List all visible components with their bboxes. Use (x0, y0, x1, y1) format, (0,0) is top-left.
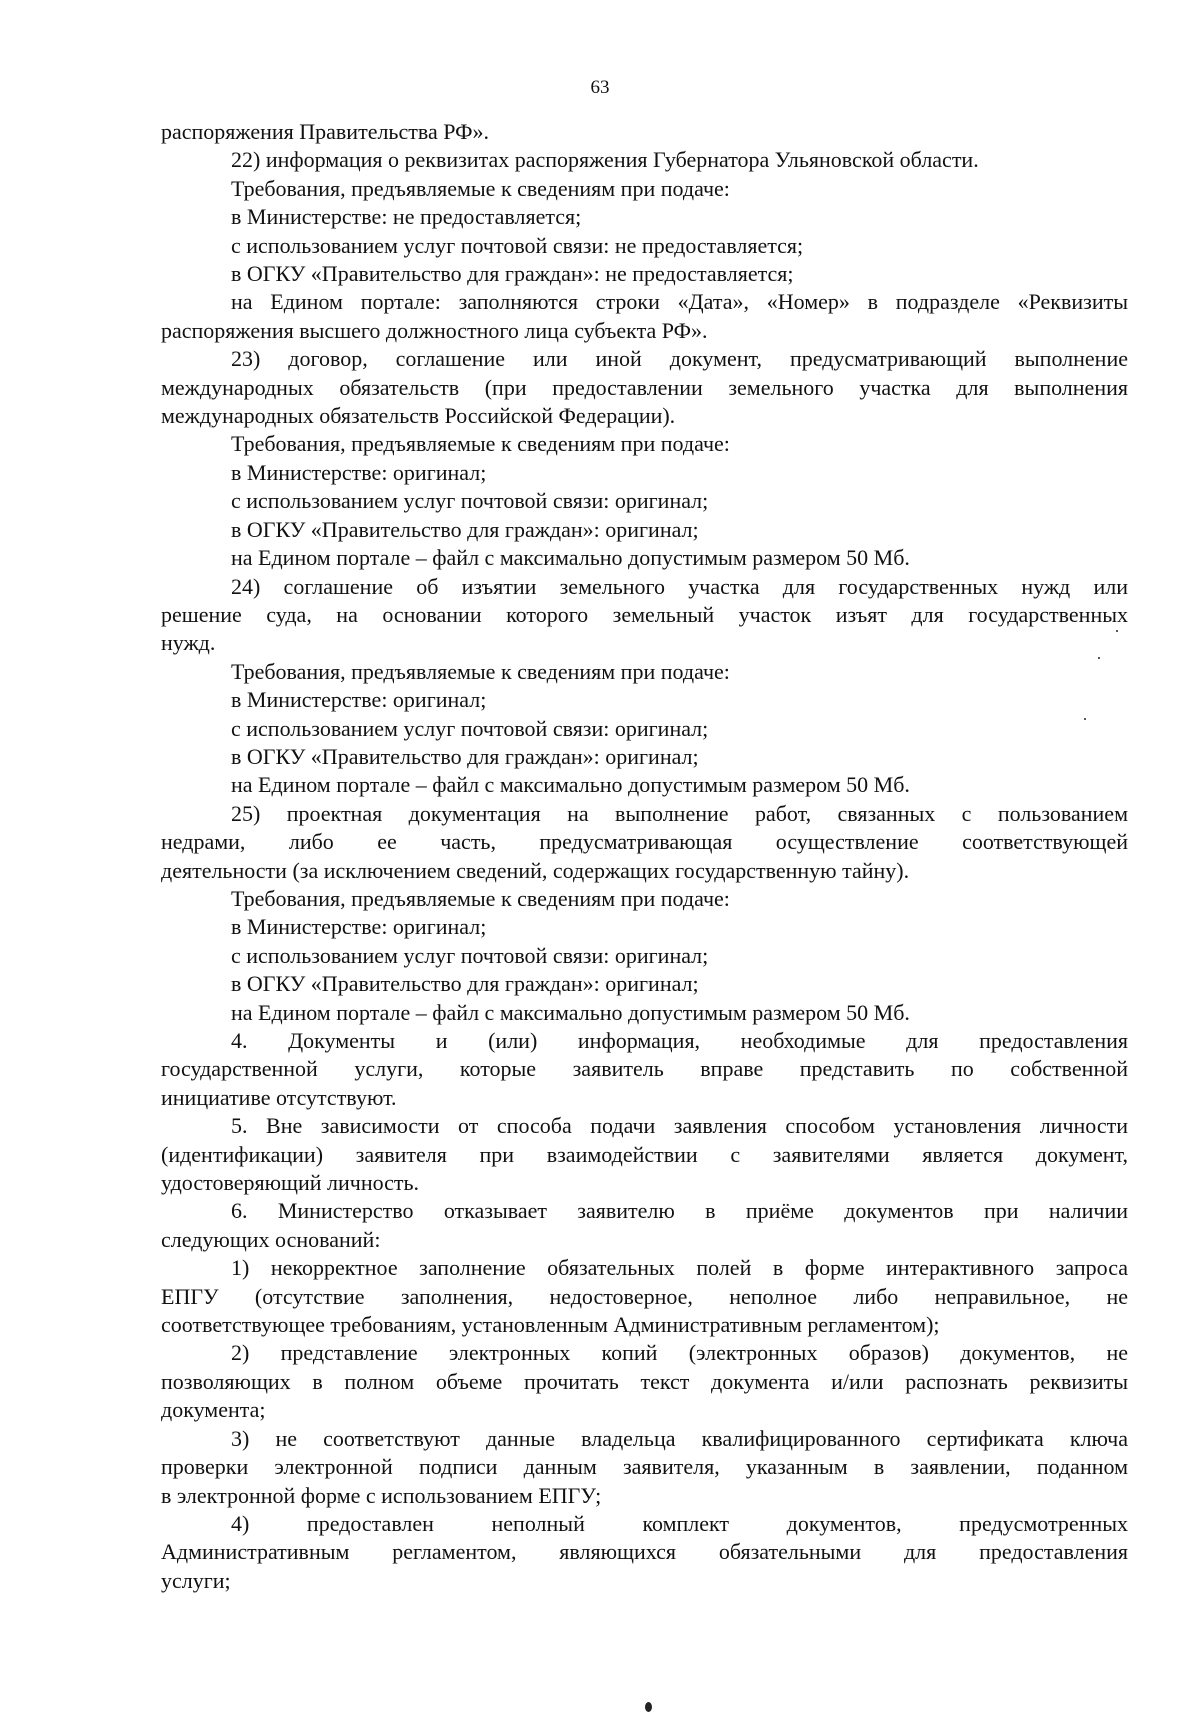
page-number: 63 (590, 77, 610, 98)
text-line: в Министерстве: оригинал; (231, 459, 487, 485)
text-line: с использованием услуг почтовой связи: оригинал; (231, 488, 709, 514)
text-line: 5. Вне зависимости от способа подачи заявления способом установления личности (231, 1113, 1128, 1139)
text-line: нужд. (161, 630, 216, 656)
text-line: в Министерстве: оригинал; (231, 914, 487, 940)
text-line: документа; (161, 1397, 266, 1423)
scan-speck (645, 1702, 652, 1712)
text-line: 4) предоставлен неполный комплект документов, предусмотренных (231, 1510, 1128, 1536)
text-line: следующих оснований: (161, 1226, 381, 1252)
text-line: 6. Министерство отказывает заявителю в приёме документов при наличии (231, 1198, 1128, 1224)
text-line: деятельности (за исключением сведений, содержащих государственную тайну). (161, 857, 910, 883)
scan-speck (1084, 718, 1086, 720)
text-line: на Едином портале – файл с максимально допустимым размером 50 Мб. (231, 772, 910, 798)
text-line: 1) некорректное заполнение обязательных полей в форме интерактивного запроса (231, 1255, 1128, 1281)
text-line: решение суда, на основании которого земельный участок изъят для государственных (161, 601, 1128, 627)
text-line: 24) соглашение об изъятии земельного участка для государственных нужд или (231, 573, 1128, 599)
text-line: с использованием услуг почтовой связи: не предоставляется; (231, 232, 804, 258)
text-line: 22) информация о реквизитах распоряжения Губернатора Ульяновской области. (231, 147, 979, 173)
text-line: 4. Документы и (или) информация, необходимые для предоставления (231, 1028, 1128, 1053)
scan-speck (1098, 657, 1100, 659)
text-line: соответствующее требованиям, установленным Административным регламентом); (161, 1312, 940, 1338)
text-line: инициативе отсутствуют. (161, 1084, 397, 1110)
text-line: международных обязательств Российской Федерации). (161, 403, 676, 429)
text-line: удостоверяющий личность. (161, 1170, 420, 1196)
text-line: в ОГКУ «Правительство для граждан»: оригинал; (231, 516, 699, 542)
text-line: (идентификации) заявителя при взаимодействии с заявителями является документ, (161, 1141, 1128, 1167)
text-line: государственной услуги, которые заявитель вправе представить по собственной (161, 1056, 1128, 1082)
text-line: с использованием услуг почтовой связи: оригинал; (231, 715, 709, 741)
text-line: 25) проектная документация на выполнение работ, связанных с пользованием (231, 800, 1128, 826)
text-line: в Министерстве: оригинал; (231, 687, 487, 713)
text-line: позволяющих в полном объеме прочитать текст документа и/или распознать реквизиты (161, 1368, 1128, 1394)
text-line: с использованием услуг почтовой связи: оригинал; (231, 942, 709, 968)
text-line: Требования, предъявляемые к сведениям при подаче: (231, 658, 730, 684)
text-line: 3) не соответствуют данные владельца квалифицированного сертификата ключа (231, 1425, 1128, 1451)
text-line: на Едином портале – файл с максимально допустимым размером 50 Мб. (231, 545, 910, 571)
text-line: в ОГКУ «Правительство для граждан»: не предоставляется; (231, 261, 794, 287)
text-line: в ОГКУ «Правительство для граждан»: оригинал; (231, 971, 699, 997)
text-line: Требования, предъявляемые к сведениям при подаче: (231, 885, 730, 911)
text-line: 23) договор, соглашение или иной документ, предусматривающий выполнение (231, 346, 1128, 372)
scan-speck (1116, 630, 1118, 632)
text-line: ЕПГУ (отсутствие заполнения, недостоверное, неполное либо неправильное, не (161, 1283, 1128, 1309)
text-line: в электронной форме с использованием ЕПГУ; (161, 1482, 602, 1508)
text-line: недрами, либо ее часть, предусматривающая осуществление соответствующей (161, 829, 1128, 855)
text-line: международных обязательств (при предоставлении земельного участка для выполнения (161, 374, 1128, 400)
text-line: Требования, предъявляемые к сведениям при подаче: (231, 431, 730, 457)
text-line: проверки электронной подписи данным заявителя, указанным в заявлении, поданном (161, 1454, 1128, 1480)
text-line: распоряжения Правительства РФ». (161, 119, 489, 144)
text-line: на Едином портале: заполняются строки «Дата», «Номер» в подразделе «Реквизиты (231, 289, 1128, 315)
text-line: Требования, предъявляемые к сведениям при подаче: (231, 175, 730, 201)
text-line: услуги; (161, 1567, 231, 1593)
document-body (161, 118, 1128, 1595)
text-line: распоряжения высшего должностного лица субъекта РФ». (161, 317, 708, 343)
text-line: на Едином портале – файл с максимально допустимым размером 50 Мб. (231, 999, 910, 1025)
text-line: 2) представление электронных копий (электронных образов) документов, не (231, 1340, 1128, 1366)
text-line: Административным регламентом, являющихся обязательными для предоставления (161, 1539, 1128, 1565)
text-line: в ОГКУ «Правительство для граждан»: оригинал; (231, 743, 699, 769)
text-line: в Министерстве: не предоставляется; (231, 204, 582, 230)
